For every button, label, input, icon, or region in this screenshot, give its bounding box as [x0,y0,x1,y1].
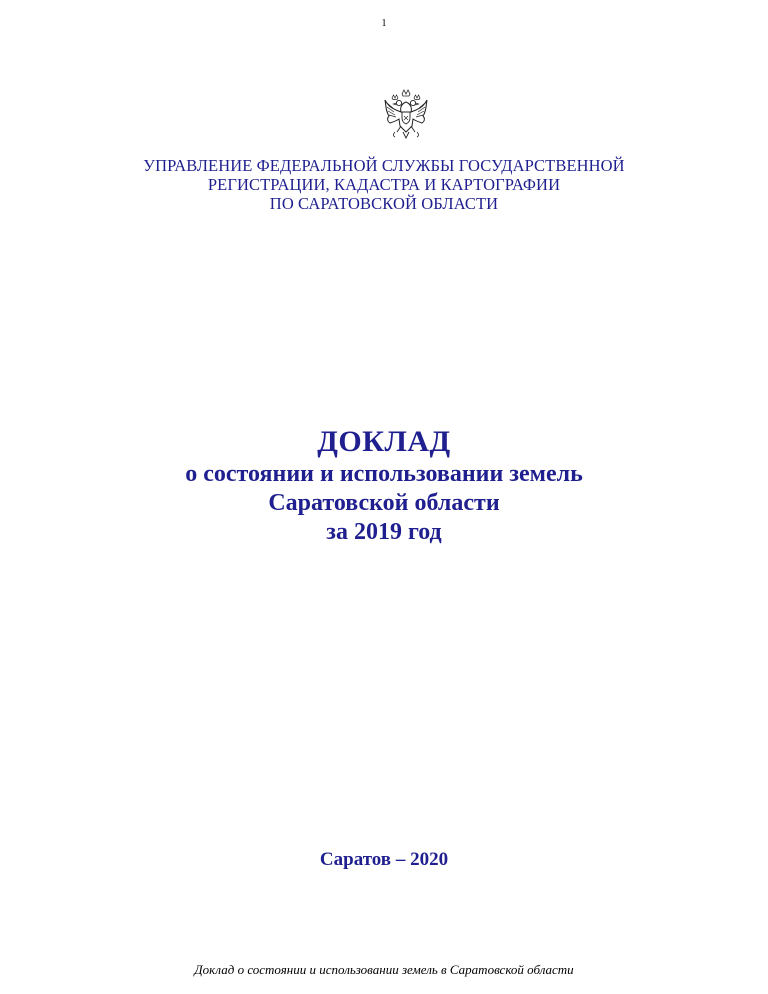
page-footer: Доклад о состоянии и использовании земель в Саратовской области [194,962,574,977]
agency-line-2: РЕГИСТРАЦИИ, КАДАСТРА И КАРТОГРАФИИ [207,175,561,194]
report-subtitle-line-1: о состоянии и использовании земель [185,461,583,487]
report-subtitle-line-3: за 2019 год [326,519,442,545]
page-number: 1 [381,18,387,29]
coat-of-arms-icon [383,88,429,142]
place-and-year: Саратов – 2020 [319,849,449,870]
agency-name [0,156,768,213]
agency-line-1: УПРАВЛЕНИЕ ФЕДЕРАЛЬНОЙ СЛУЖБЫ ГОСУДАРСТВЕННОЙ [143,156,625,175]
report-heading [0,424,768,547]
report-title: ДОКЛАД [317,425,451,458]
report-subtitle-line-2: Саратовской области [268,490,500,516]
agency-line-3: ПО САРАТОВСКОЙ ОБЛАСТИ [269,194,499,213]
